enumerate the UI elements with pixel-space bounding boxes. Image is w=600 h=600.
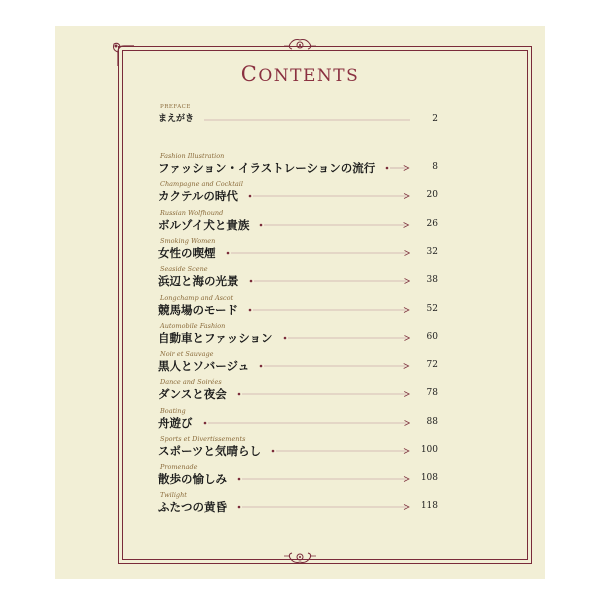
leader-line [271,448,410,454]
bottom-ornament-icon [280,548,320,566]
toc-entry-page-number: 52 [426,304,438,314]
toc-entry-title: ファッション・イラストレーションの流行 [158,161,376,175]
toc-entry-title: スポーツと気晴らし [158,444,262,458]
toc-entry-page-number: 118 [420,501,438,511]
toc-entry-page-number: 2 [432,114,438,124]
title-initial: C [240,62,259,86]
toc-entry-page-number: 108 [420,473,438,483]
leader-line [237,504,410,510]
toc-entry-english: Smoking Women [160,237,216,245]
toc-entry-title: ふたつの黄昏 [158,500,227,514]
leader-line [237,391,410,397]
toc-entry-english: Twilight [160,491,187,499]
toc-entry-page-number: 100 [420,445,438,455]
toc-entry-page-number: 72 [426,360,438,370]
toc-entry-page-number: 32 [426,247,438,257]
toc-entry-english: Dance and Soirées [160,378,222,386]
leader-line [259,363,410,369]
toc-entry-page-number: 20 [426,190,438,200]
toc-entry-english: Noir et Sauvage [160,350,214,358]
toc-entry-english: Longchamp and Ascot [160,294,234,302]
toc-entry-title: 黒人とソバージュ [158,359,250,373]
toc-entry-title: 女性の喫煙 [158,246,216,260]
leader-line [226,250,411,256]
toc-entry-title: 競馬場のモード [158,303,239,317]
leader-line [283,335,410,341]
leader-line [249,278,411,284]
toc-entry-english: PREFACE [160,104,191,110]
toc-entry-title: ボルゾイ犬と貴族 [158,218,250,232]
top-ornament-icon [280,36,320,54]
toc-entry-english: Boating [160,407,186,415]
toc-entry-page-number: 26 [426,219,438,229]
toc-entry-english: Promenade [160,463,198,471]
title-rest: ONTENTS [258,66,360,86]
toc-entry-title: ダンスと夜会 [158,387,227,401]
toc-entry-page-number: 60 [426,332,438,342]
toc-entry-title: まえがき [158,114,195,124]
toc-entry-title: 散歩の愉しみ [158,472,227,486]
toc-entry-page-number: 78 [426,388,438,398]
leader-line [259,222,410,228]
toc-entry-title: 自動車とファッション [158,331,273,345]
leader-line [248,307,410,313]
toc-entry-english: Russian Wolfhound [160,209,224,217]
leader-line [237,476,410,482]
toc-entry-page-number: 8 [432,162,438,172]
toc-entry-english: Sports et Divertissements [160,435,246,443]
toc-entry-title: 浜辺と海の光景 [158,274,239,288]
toc-entry-english: Fashion Illustration [160,152,225,160]
toc-entry-page-number: 38 [426,275,438,285]
toc-entry-page-number: 88 [426,417,438,427]
toc-entry-english: Automobile Fashion [160,322,226,330]
toc-entry-title: カクテルの時代 [158,189,238,203]
contents-title [0,62,600,86]
leader-line [248,193,410,199]
leader-line [204,117,410,123]
toc-entry-title: 舟遊び [158,416,193,430]
toc-entry-english: Champagne and Cocktail [160,180,243,188]
leader-line [385,165,410,171]
toc-entry-english: Seaside Scene [160,265,208,273]
leader-line [203,420,411,426]
